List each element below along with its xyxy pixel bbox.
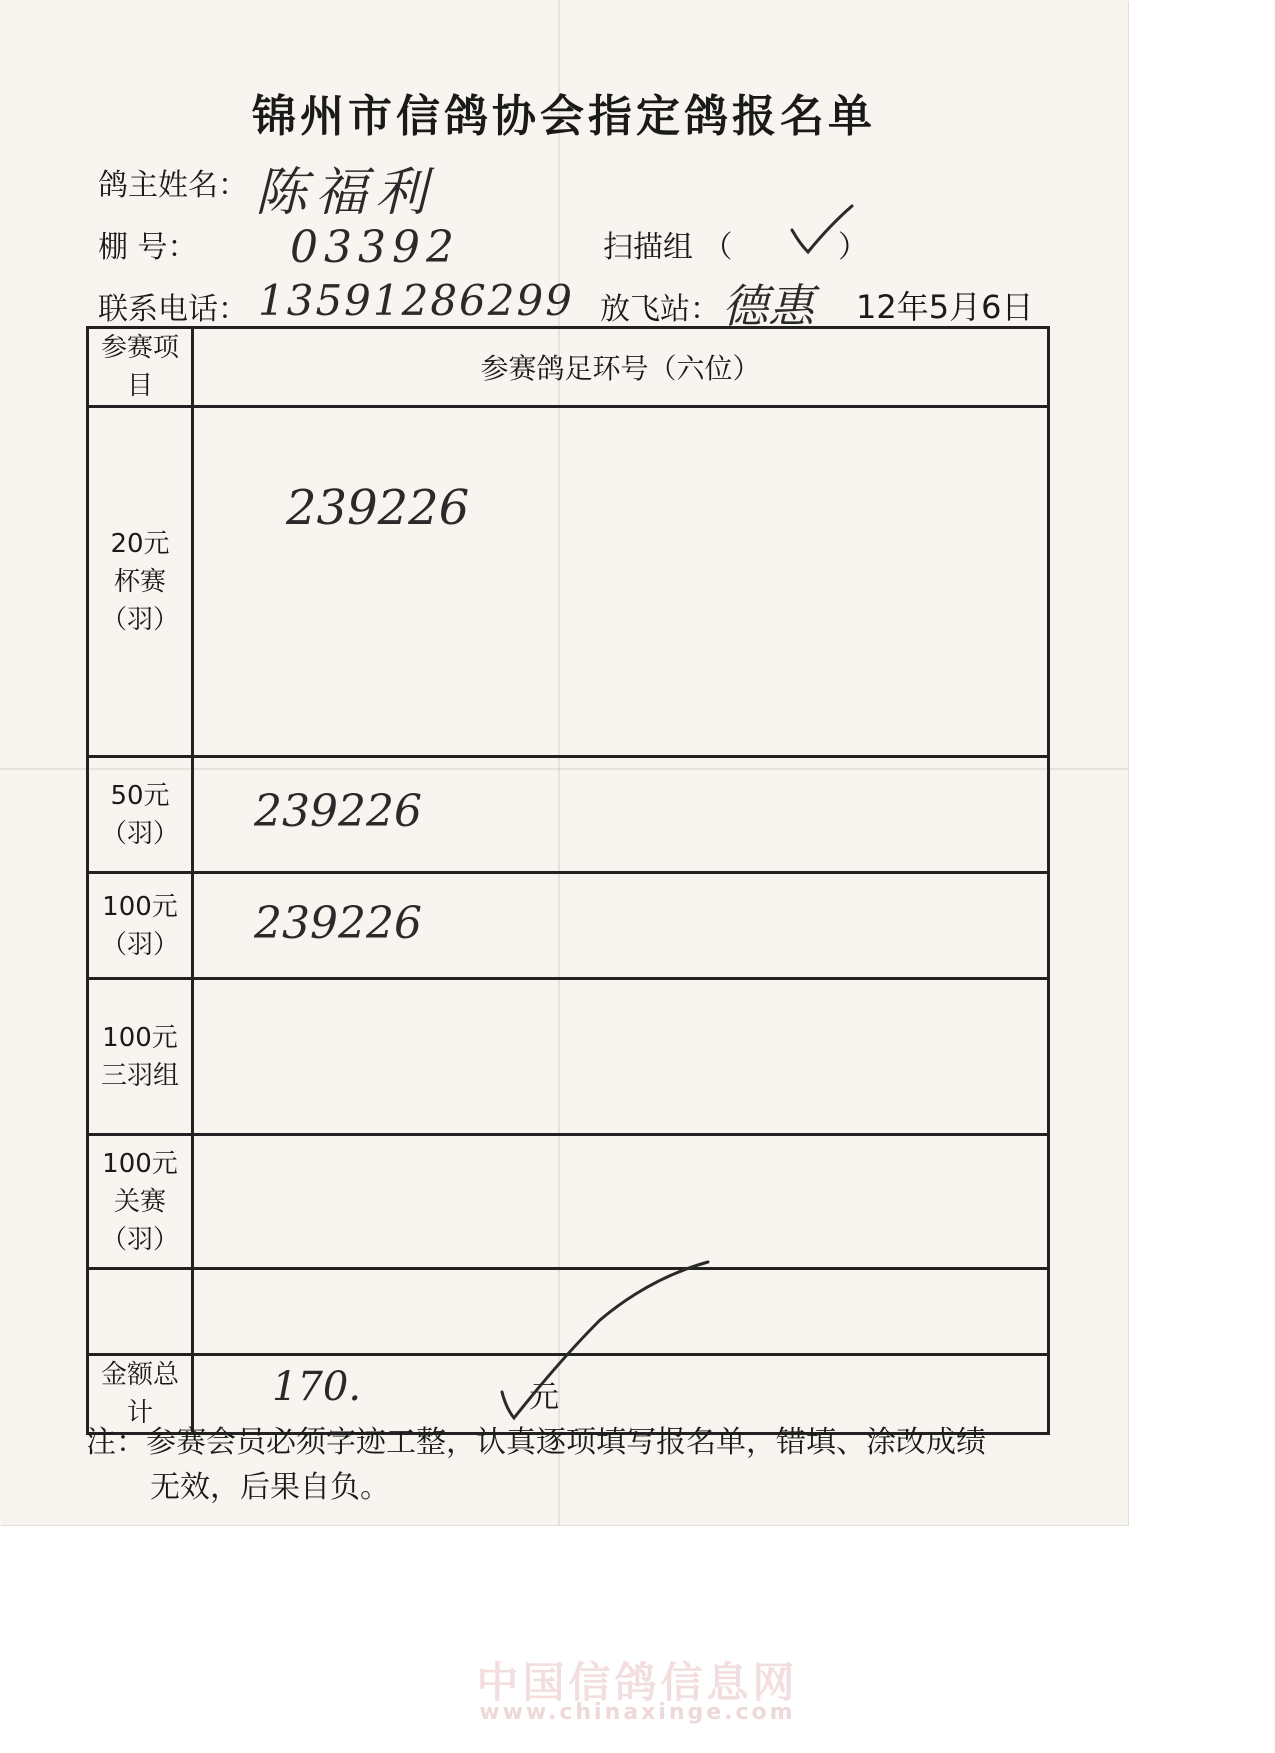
total-row [88, 1355, 1049, 1434]
category-cup-race: 20元 杯赛 （羽） [88, 407, 193, 757]
owner-name-field[interactable]: 陈福利 [255, 163, 436, 223]
phone-field[interactable]: 13591286299 [258, 276, 574, 325]
station-label: 放飞站： [600, 292, 720, 327]
entry-cell-blank[interactable] [193, 1269, 1049, 1355]
watermark-site-name: 中国信鸽信息网 [476, 1658, 799, 1707]
watermark-url: www.chinaxinge.com [479, 1700, 796, 1725]
entry-cell-50[interactable] [193, 757, 1049, 873]
table-row [88, 873, 1049, 979]
header-category: 参赛项目 [88, 328, 193, 407]
scan-group-label: 扫描组 （ [603, 230, 733, 265]
station-field[interactable]: 德惠 [722, 279, 814, 333]
total-cell[interactable] [193, 1355, 1049, 1434]
header-ring-numbers: 参赛鸽足环号（六位） [193, 328, 1049, 407]
ring-number: 239226 [254, 898, 422, 949]
category-50: 50元 （羽） [88, 757, 193, 873]
category-blank [88, 1269, 193, 1355]
table-row [88, 979, 1049, 1135]
entry-cell-cup-race[interactable] [193, 407, 1049, 757]
notice-line-1: 注：参赛会员必须字迹工整，认真逐项填写报名单，错填、涂改成绩 [86, 1425, 986, 1460]
total-label: 金额总计 [88, 1355, 193, 1434]
entry-table [86, 326, 1050, 1435]
table-row [88, 757, 1049, 873]
ring-number: 239226 [286, 480, 470, 536]
form-title: 锦州市信鸽协会指定鸽报名单 [252, 91, 876, 142]
ring-number: 239226 [254, 786, 422, 837]
entry-cell-100-three[interactable] [193, 979, 1049, 1135]
table-row [88, 407, 1049, 757]
table-header-row [88, 328, 1049, 407]
loft-label: 棚 号： [98, 230, 198, 265]
entry-cell-100[interactable] [193, 873, 1049, 979]
category-100: 100元 （羽） [88, 873, 193, 979]
total-unit: 元 [529, 1380, 559, 1415]
entry-cell-100-gate[interactable] [193, 1135, 1049, 1269]
scan-group-close: ） [838, 230, 868, 265]
total-amount: 170. [272, 1364, 362, 1410]
category-100-three: 100元 三羽组 [88, 979, 193, 1135]
loft-number-field[interactable]: 03392 [290, 222, 460, 273]
notice-line-2: 无效，后果自负。 [150, 1470, 390, 1505]
category-100-gate: 100元 关赛 （羽） [88, 1135, 193, 1269]
table-row [88, 1135, 1049, 1269]
table-row [88, 1269, 1049, 1355]
date-field[interactable]: 12年5月6日 [856, 288, 1034, 326]
owner-label: 鸽主姓名： [98, 168, 248, 203]
phone-label: 联系电话： [98, 292, 248, 327]
